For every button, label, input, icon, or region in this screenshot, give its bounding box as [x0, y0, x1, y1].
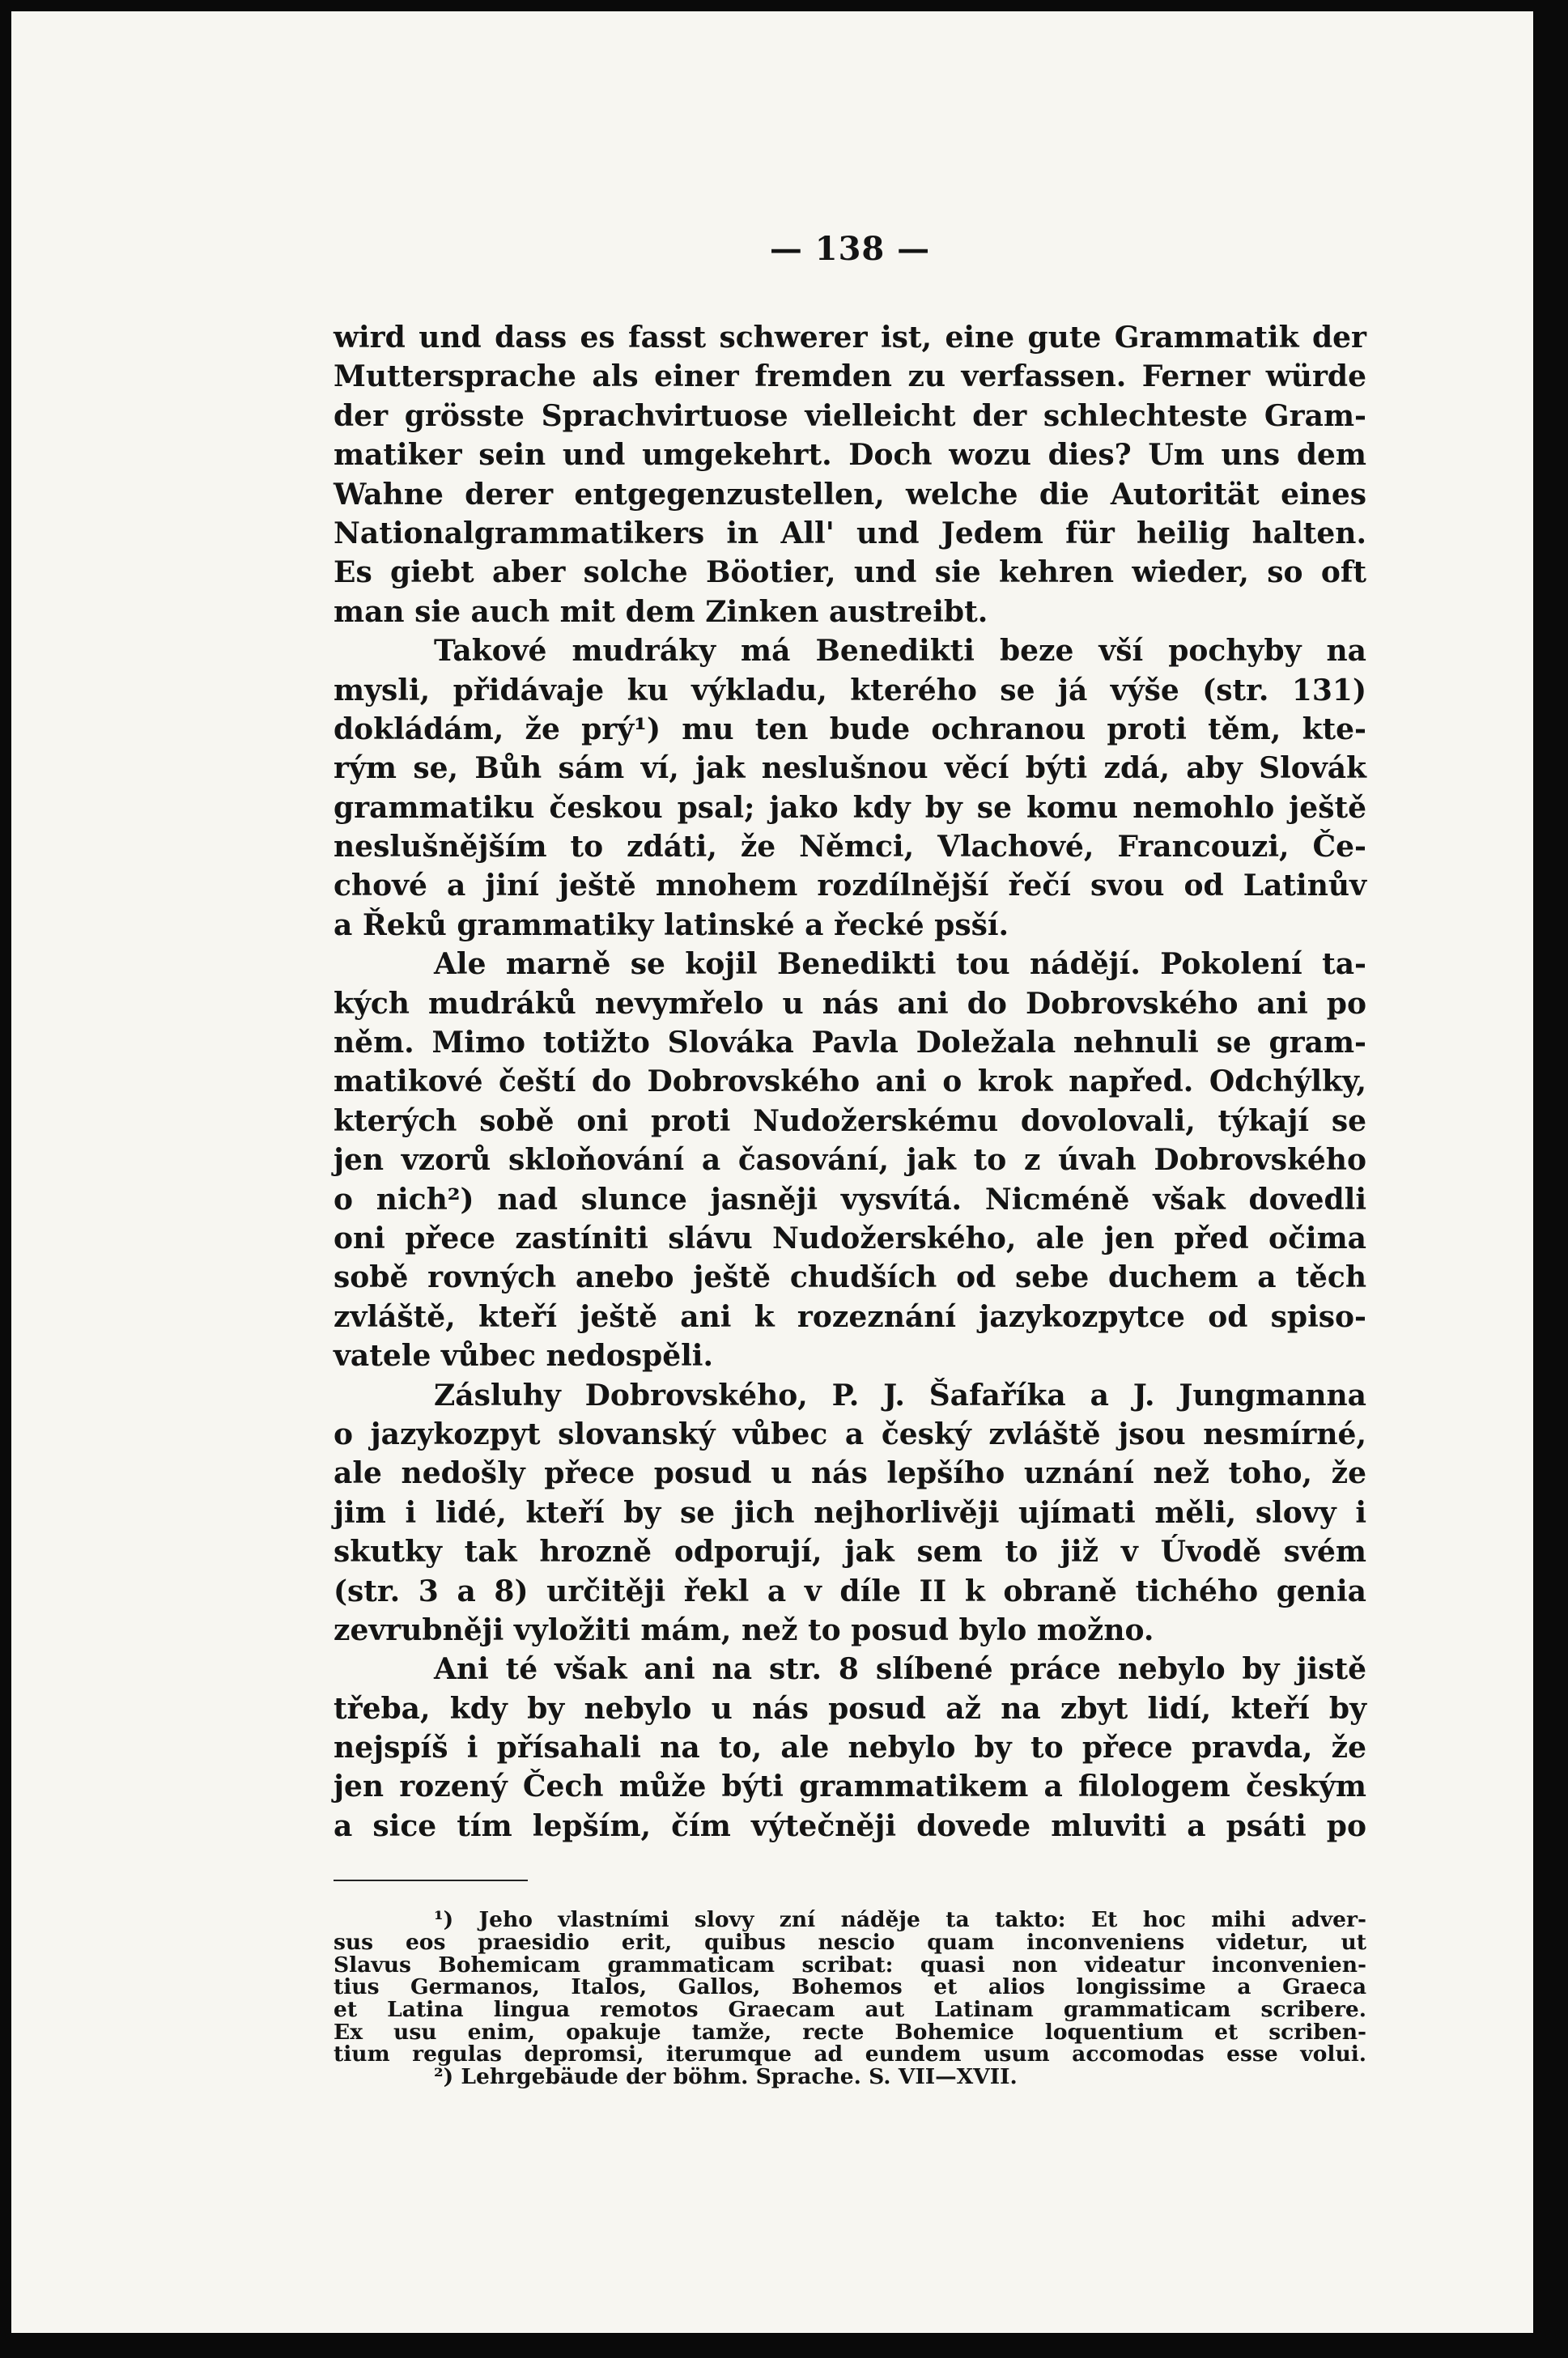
text-line: zvláště, kteří ještě ani k rozeznání jazykozpytce od spiso-: [334, 1299, 1366, 1334]
text-line: Wahne derer entgegenzustellen, welche die Autorität eines: [334, 477, 1366, 512]
text-line: a Řeků grammatiky latinské a řecké psší.: [334, 907, 1009, 942]
text-line: der grösste Sprachvirtuose vielleicht der schlechteste Gram-: [334, 398, 1366, 433]
text-line: sobě rovných anebo ještě chudších od sebe duchem a těch: [334, 1260, 1366, 1295]
text-line: skutky tak hrozně odporují, jak sem to již v Úvodě svém: [334, 1535, 1366, 1570]
footnote-line: Ex usu enim, opakuje tamže, recte Bohemice loquentium et scriben-: [334, 2019, 1366, 2045]
text-line: wird und dass es fasst schwerer ist, eine gute Grammatik der: [334, 321, 1366, 355]
text-line: man sie auch mit dem Zinken austreibt.: [334, 594, 988, 629]
text-line: Muttersprache als einer fremden zu verfassen. Ferner würde: [334, 359, 1366, 394]
footnote-line: sus eos praesidio erit, quibus nescio quam inconveniens videtur, ut: [334, 1929, 1366, 1955]
text-line: ale nedošly přece posud u nás lepšího uznání než toho, že: [334, 1456, 1366, 1491]
text-line: kých mudráků nevymřelo u nás ani do Dobrovského ani po: [334, 986, 1366, 1021]
text-line: oni přece zastíniti slávu Nudožerského, ale jen před očima: [334, 1221, 1366, 1255]
text-line: vatele vůbec nedospěli.: [334, 1339, 714, 1374]
text-line: nejspíš i přísahali na to, ale nebylo by to přece pravda, že: [334, 1731, 1366, 1765]
text-line: chové a jiní ještě mnohem rozdílnější řečí svou od Latinův: [334, 869, 1366, 903]
footnote-line: tius Germanos, Italos, Gallos, Bohemos et alios longissime a Graeca: [334, 1974, 1366, 2000]
text-line: rým se, Bůh sám ví, jak neslušnou věcí býti zdá, aby Slovák: [334, 751, 1366, 786]
text-line: Nationalgrammatikers in All' und Jedem für heilig halten.: [334, 516, 1366, 550]
footnotes: [334, 1909, 1366, 2088]
text-line: zevrubněji vyložiti mám, než to posud bylo možno.: [334, 1612, 1154, 1647]
text-line: jen rozený Čech může býti grammatikem a filologem českým: [334, 1770, 1366, 1804]
footnote-divider: [334, 1880, 528, 1881]
footnote-line: ¹) Jeho vlastními slovy zní náděje ta takto: Et hoc mihi adver-: [434, 1907, 1366, 1933]
footnote-line: tium regulas depromsi, iterumque ad eundem usum accomodas esse volui.: [334, 2041, 1366, 2067]
text-line: dokládám, že prý¹) mu ten bude ochranou proti těm, kte-: [334, 712, 1366, 746]
text-line: grammatiku českou psal; jako kdy by se komu nemohlo ještě: [334, 790, 1366, 825]
text-line: kterých sobě oni proti Nudožerskému dovolovali, týkají se: [334, 1103, 1366, 1138]
footnote-line: ²) Lehrgebäude der böhm. Sprache. S. VII—XVII.: [434, 2064, 1018, 2090]
page-number: — 138 —: [769, 230, 931, 268]
text-line: o nich²) nad slunce jasněji vysvítá. Nicméně však dovedli: [334, 1182, 1366, 1217]
text-line: Es giebt aber solche Böotier, und sie kehren wieder, so oft: [334, 555, 1366, 590]
text-line: jen vzorů skloňování a časování, jak to z úvah Dobrovského: [334, 1143, 1366, 1178]
text-line: Takové mudráky má Benedikti beze vší pochyby na: [434, 634, 1366, 669]
text-line: matiker sein und umgekehrt. Doch wozu dies? Um uns dem: [334, 438, 1366, 473]
text-line: něm. Mimo totižto Slováka Pavla Doležala nehnuli se gram-: [334, 1026, 1366, 1060]
text-line: matikové čeští do Dobrovského ani o krok napřed. Odchýlky,: [334, 1064, 1366, 1099]
text-line: Ani té však ani na str. 8 slíbené práce nebylo by jistě: [434, 1652, 1366, 1687]
footnote-line: et Latina lingua remotos Graecam aut Latinam grammaticam scribere.: [334, 1996, 1366, 2022]
text-line: neslušnějším to zdáti, že Němci, Vlachové, Francouzi, Če-: [334, 830, 1366, 865]
text-line: o jazykozpyt slovanský vůbec a český zvláště jsou nesmírné,: [334, 1417, 1366, 1451]
text-line: mysli, přidávaje ku výkladu, kterého se já výše (str. 131): [334, 673, 1366, 707]
text-line: Ale marně se kojil Benedikti tou nádějí. Pokolení ta-: [434, 947, 1366, 982]
text-line: třeba, kdy by nebylo u nás posud až na zbyt lidí, kteří by: [334, 1691, 1366, 1726]
text-line: a sice tím lepším, čím výtečněji dovede mluviti a psáti po: [334, 1808, 1366, 1843]
text-line: (str. 3 a 8) určitěji řekl a v díle II k obraně tichého genia: [334, 1574, 1366, 1608]
page-content: [334, 230, 1366, 2088]
book-page: [11, 11, 1533, 2333]
footnote-line: Slavus Bohemicam grammaticam scribat: quasi non videatur inconvenien-: [334, 1952, 1366, 1978]
text-line: jim i lidé, kteří by se jich nejhorlivěji ujímati měli, slovy i: [334, 1495, 1366, 1530]
text-line: Zásluhy Dobrovského, P. J. Šafaříka a J. Jungmanna: [434, 1378, 1366, 1413]
body-text: [334, 318, 1366, 1846]
